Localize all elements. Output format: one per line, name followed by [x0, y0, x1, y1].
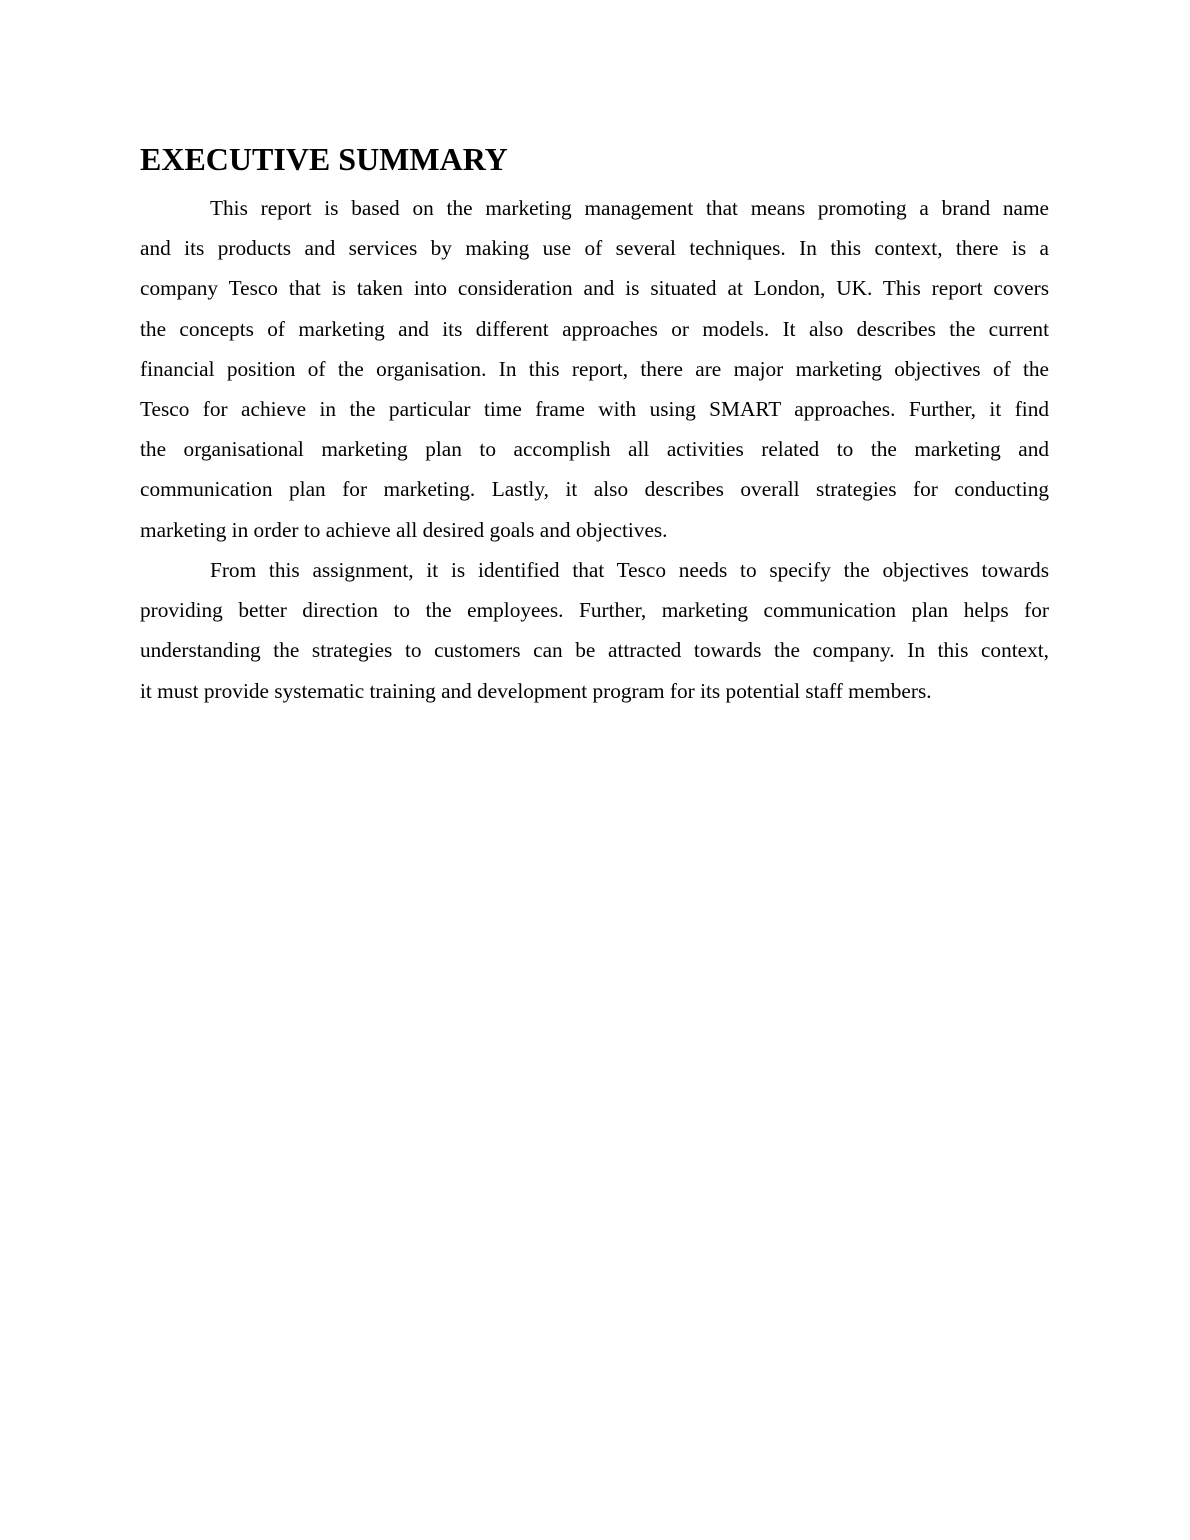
- summary-paragraph-2: [140, 550, 1049, 711]
- line-text: This report is based on the marketing management that means promoting a brand name: [210, 196, 1049, 220]
- summary-paragraph-1: [140, 188, 1049, 550]
- paragraph-line: [140, 228, 1049, 268]
- line-text: Tesco for achieve in the particular time frame with using SMART approaches. Further, it find: [140, 396, 1049, 421]
- paragraph-line: [140, 630, 1049, 670]
- line-text: the organisational marketing plan to accomplish all activities related to the marketing and: [140, 437, 1049, 462]
- line-text: marketing in order to achieve all desired goals and objectives.: [140, 517, 668, 542]
- paragraph-line: [140, 550, 1049, 590]
- paragraph-line: [140, 389, 1049, 429]
- paragraph-line: [140, 349, 1049, 389]
- paragraph-line: [140, 268, 1049, 308]
- paragraph-line: [140, 469, 1049, 509]
- line-text: communication plan for marketing. Lastly, it also describes overall strategies for conducting: [140, 477, 1049, 502]
- paragraph-line: [140, 590, 1049, 630]
- line-text: it must provide systematic training and development program for its potential staff members.: [140, 678, 932, 703]
- paragraph-line: [140, 429, 1049, 469]
- paragraph-line: [140, 309, 1049, 349]
- paragraph-line: [140, 188, 1049, 228]
- line-text: and its products and services by making use of several techniques. In this context, there is a: [140, 236, 1049, 261]
- line-text: financial position of the organisation. In this report, there are major marketing objectives of the: [140, 356, 1049, 381]
- paragraph-line: [140, 510, 1049, 550]
- page-title: EXECUTIVE SUMMARY: [140, 141, 508, 177]
- line-text: the concepts of marketing and its different approaches or models. It also describes the current: [140, 316, 1049, 341]
- line-text: From this assignment, it is identified that Tesco needs to specify the objectives towards: [210, 558, 1049, 582]
- line-text: providing better direction to the employees. Further, marketing communication plan helps for: [140, 598, 1049, 623]
- line-text: understanding the strategies to customers can be attracted towards the company. In this context,: [140, 638, 1049, 663]
- line-text: company Tesco that is taken into consideration and is situated at London, UK. This report covers: [140, 276, 1049, 301]
- paragraph-line: [140, 671, 1049, 711]
